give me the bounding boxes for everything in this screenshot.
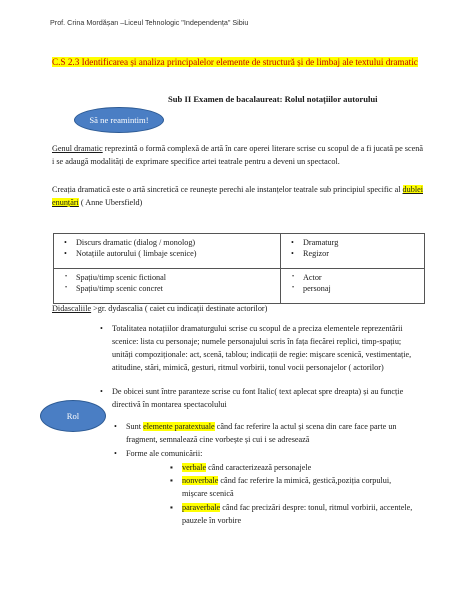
- list-item: [114, 447, 418, 460]
- list-item-text: De obicei sunt între paranteze scrise cu font Italic( text aplecat spre dreapta) și au funcție directivă în montarea spectacolului: [112, 387, 404, 409]
- paragraph-creatia: [52, 183, 424, 209]
- paragraph-text: reprezintă o formă complexă de artă în care operei literare scrise cu scopul de a fi jucată pe scenă i se adaugă modalități de exprimare specifice artei teatrale pentru a deveni un spectacol.: [52, 144, 423, 166]
- list-item: [100, 322, 418, 374]
- term-paraverbale: paraverbale: [182, 503, 221, 512]
- page-header: Prof. Crina Mordășan –Liceul Tehnologic "Independența" Sibiu: [50, 18, 249, 27]
- list-item-text: când fac referire la actul și scena din care face parte un fragment, semnalează cine vorbește și cui i se adresează: [126, 422, 397, 444]
- square-bullet-icon: ▪: [170, 463, 173, 472]
- table-cell: [54, 234, 281, 269]
- list-item-text: când fac precizări despre: tonul, ritmul vorbirii, accentele, pauzele în vorbire: [182, 503, 413, 525]
- list-item: • personaj: [303, 283, 420, 294]
- list-item: • Notațiile autorului ( limbaje scenice): [76, 248, 276, 259]
- list-item: [100, 385, 418, 411]
- term-didascaliile: Didascaliile: [52, 304, 92, 313]
- table-row: [54, 234, 425, 269]
- list-item: • Discurs dramatic (dialog / monolog): [76, 237, 276, 248]
- bullet-icon: •: [100, 387, 103, 396]
- table-cell: [281, 234, 425, 269]
- paragraph-text: Creația dramatică este o artă sincretică ce reunește perechi ale instanțelor teatrale sub principiul specific al: [52, 185, 403, 194]
- term-dublei-enuntari: dublei enunțări: [52, 185, 423, 207]
- bullet-icon: •: [114, 422, 117, 431]
- paragraph-text: >gr. dydascalia ( caiet cu indicații destinate actorilor): [91, 304, 268, 313]
- table-cell: [54, 269, 281, 304]
- bullet-icon: •: [114, 449, 117, 458]
- term-genul-dramatic: Genul dramatic: [52, 144, 103, 153]
- objective-text: C.S 2.3 Identificarea și analiza principalelor elemente de structură și de limbaj ale textului dramatic: [52, 57, 418, 67]
- list-item: [114, 420, 418, 446]
- list-item: • Dramaturg: [303, 237, 420, 248]
- paragraph-didascalii: [52, 302, 424, 315]
- section-subtitle: Sub II Examen de bacalaureat: Rolul notațiilor autorului: [168, 94, 378, 104]
- term-elemente-paratextuale: elemente paratextuale: [143, 422, 215, 431]
- bullet-icon: •: [100, 324, 103, 333]
- list-item-text: Totalitatea notațiilor dramaturgului scrise cu scopul de a preciza elementele reprezentării scenice: lista cu personaje; numele personajului scris în fața fiecărei replici, timp-spațiu; unități compoziționale: act, scenă, tablou; indicații de regie: mișcare scenică, vestimentație, atitudine, stări, mimică, gesturi, ritmul vorbirii, tonul vocii personajelor ( actorilor): [112, 324, 412, 372]
- table-row: [54, 269, 425, 304]
- list-item: • Spațiu/timp scenic concret: [76, 283, 276, 294]
- list-item-text: Forme ale comunicării:: [126, 449, 203, 458]
- objective: [52, 56, 422, 68]
- list-item: [170, 474, 418, 500]
- list-item: [170, 501, 418, 527]
- list-item: [170, 461, 418, 474]
- reamintim-callout: Să ne reamintim!: [74, 107, 164, 133]
- instances-table: [53, 233, 425, 304]
- term-nonverbale: nonverbale: [182, 476, 219, 485]
- square-bullet-icon: ▪: [170, 476, 173, 485]
- square-bullet-icon: ▪: [170, 503, 173, 512]
- paragraph-genul-dramatic: [52, 142, 424, 168]
- rol-callout: Rol: [40, 400, 106, 432]
- list-item: • Regizor: [303, 248, 420, 259]
- list-item-text: când fac referire la mimică, gestică,poziția corpului, mișcare scenică: [182, 476, 392, 498]
- paragraph-text: ( Anne Ubersfield): [78, 198, 143, 207]
- list-item: • Actor: [303, 272, 420, 283]
- table-cell: [281, 269, 425, 304]
- list-item-text: când caracterizează personajele: [206, 463, 312, 472]
- term-verbale: verbale: [182, 463, 207, 472]
- list-item: • Spațiu/timp scenic fictional: [76, 272, 276, 283]
- list-item-text: Sunt: [126, 422, 144, 431]
